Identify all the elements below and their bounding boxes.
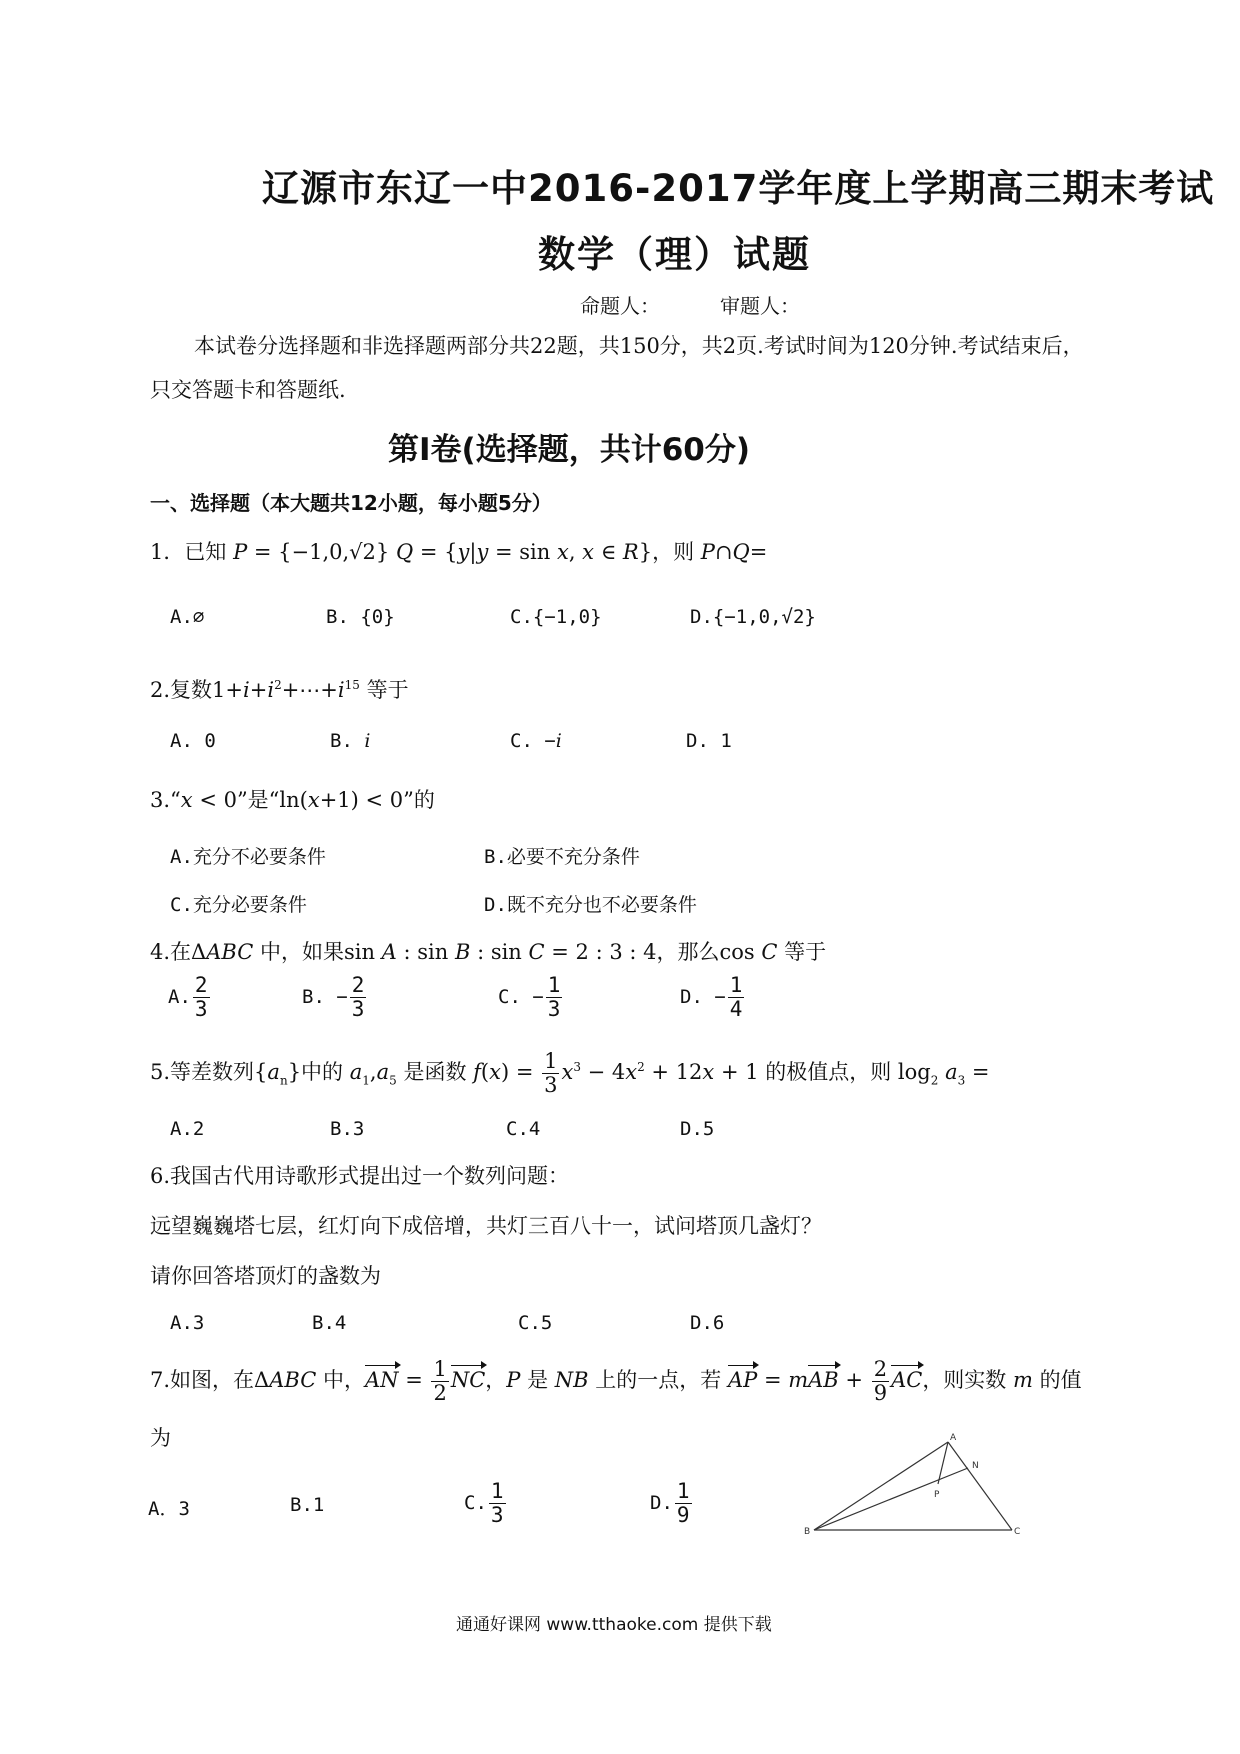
question-5: 5.等差数列$\{a_n\}$中的 $a_1,a_5$ 是函数 f(x) = $\frac{1}{3}$ $x^3 - 4x^2 + 12x + 1$ 的极值点，则 $\log_2 a_3$ = — [150, 1049, 990, 1098]
question-3: 3.“x < 0”是“ln(x+1) < 0”的 — [150, 788, 435, 812]
segment-bn — [814, 1468, 968, 1530]
q5-option-c: C.4 — [506, 1118, 541, 1140]
exam-subtitle: 数学（理）试题 — [538, 233, 811, 276]
section-title: 第Ⅰ卷(选择题，共计60分) — [388, 432, 751, 468]
q1-option-b: B. {0} — [326, 606, 395, 628]
q6-option-d: D.6 — [690, 1312, 725, 1334]
q5-option-b: B.3 — [330, 1118, 365, 1140]
q3-option-d: D.既不充分也不必要条件 — [484, 894, 697, 916]
edge-ba — [814, 1442, 948, 1530]
q3-option-a: A.充分不必要条件 — [170, 846, 326, 868]
q3-option-c: C.充分必要条件 — [170, 894, 307, 916]
part-title: 一、选择题（本大题共12小题，每小题5分） — [150, 491, 552, 515]
edge-ac — [948, 1442, 1012, 1530]
label-b: B — [804, 1527, 811, 1537]
q1-option-c: C.{−1,0} — [510, 606, 602, 628]
question-7: 7.如图，在ΔABC 中，AN = $\frac{1}{2}$ NC，P 是 NB 上的一点，若 AP = mAB + $\frac{2}{9}$ AC，则实数 m 的值 — [150, 1357, 1082, 1406]
q6-option-b: B.4 — [312, 1312, 347, 1334]
q5-option-a: A.2 — [170, 1118, 205, 1140]
q2-option-b: B. i — [330, 730, 371, 752]
q7-option-d: D. $\frac{1}{9}$ — [650, 1479, 690, 1528]
intro-paragraph: 本试卷分选择题和非选择题两部分共22题，共150分，共2页.考试时间为120分钟.考试结束后，只交答题卡和答题纸. — [150, 334, 1084, 402]
q7-option-b: B.1 — [290, 1494, 325, 1516]
q1-option-a: A.∅ — [170, 606, 205, 628]
question-6-line-2: 远望巍巍塔七层，红灯向下成倍增，共灯三百八十一，试问塔顶几盏灯？ — [150, 1214, 822, 1238]
q2-option-d: D. 1 — [686, 730, 732, 752]
q3-option-b: B.必要不充分条件 — [484, 846, 640, 868]
q2-option-a: A. 0 — [170, 730, 216, 752]
question-2: 2.复数$1+i+i^2+\cdots+i^{15}$ 等于 — [150, 678, 409, 702]
author-line — [580, 290, 860, 319]
q4-option-d: D. − $\frac{1}{4}$ — [680, 973, 743, 1022]
q2-option-c: C. −i — [510, 730, 562, 752]
q4-option-c: C. − $\frac{1}{3}$ — [498, 973, 561, 1022]
page-footer: 通通好课网 www.tthaoke.com 提供下载 — [456, 1615, 772, 1635]
q5-option-d: D.5 — [680, 1118, 715, 1140]
label-p: P — [934, 1490, 940, 1500]
reviewer-label: 审题人： — [720, 294, 800, 318]
label-a: A — [950, 1433, 957, 1443]
q7-option-a: A．3 — [148, 1498, 190, 1520]
q6-option-a: A.3 — [170, 1312, 205, 1334]
question-4: 4.在ΔABC 中，如果sin A : sin B : sin C = 2 : 3 : 4，那么cos C 等于 — [150, 940, 827, 964]
question-6-line-3: 请你回答塔顶灯的盏数为 — [150, 1264, 381, 1288]
q7-option-c: C. $\frac{1}{3}$ — [464, 1479, 504, 1528]
exam-title: 辽源市东辽一中2016-2017学年度上学期高三期末考试 — [262, 167, 1215, 210]
triangle-figure — [800, 1430, 1030, 1540]
author-label: 命题人： — [580, 294, 660, 318]
question-6-line-1: 6.我国古代用诗歌形式提出过一个数列问题： — [150, 1164, 570, 1188]
question-7-tail: 为 — [150, 1426, 171, 1450]
label-n: N — [972, 1461, 979, 1471]
q6-option-c: C.5 — [518, 1312, 553, 1334]
question-1: 1．已知 P = {−1,0,√2} Q = {y|y = sin x, x ∈ R}，则 P∩Q= — [150, 540, 768, 564]
label-c: C — [1014, 1527, 1021, 1537]
q4-option-b: B. − $\frac{2}{3}$ — [302, 973, 365, 1022]
q4-option-a: A. $\frac{2}{3}$ — [168, 973, 208, 1022]
q1-option-d: D.{−1,0,√2} — [690, 606, 816, 628]
